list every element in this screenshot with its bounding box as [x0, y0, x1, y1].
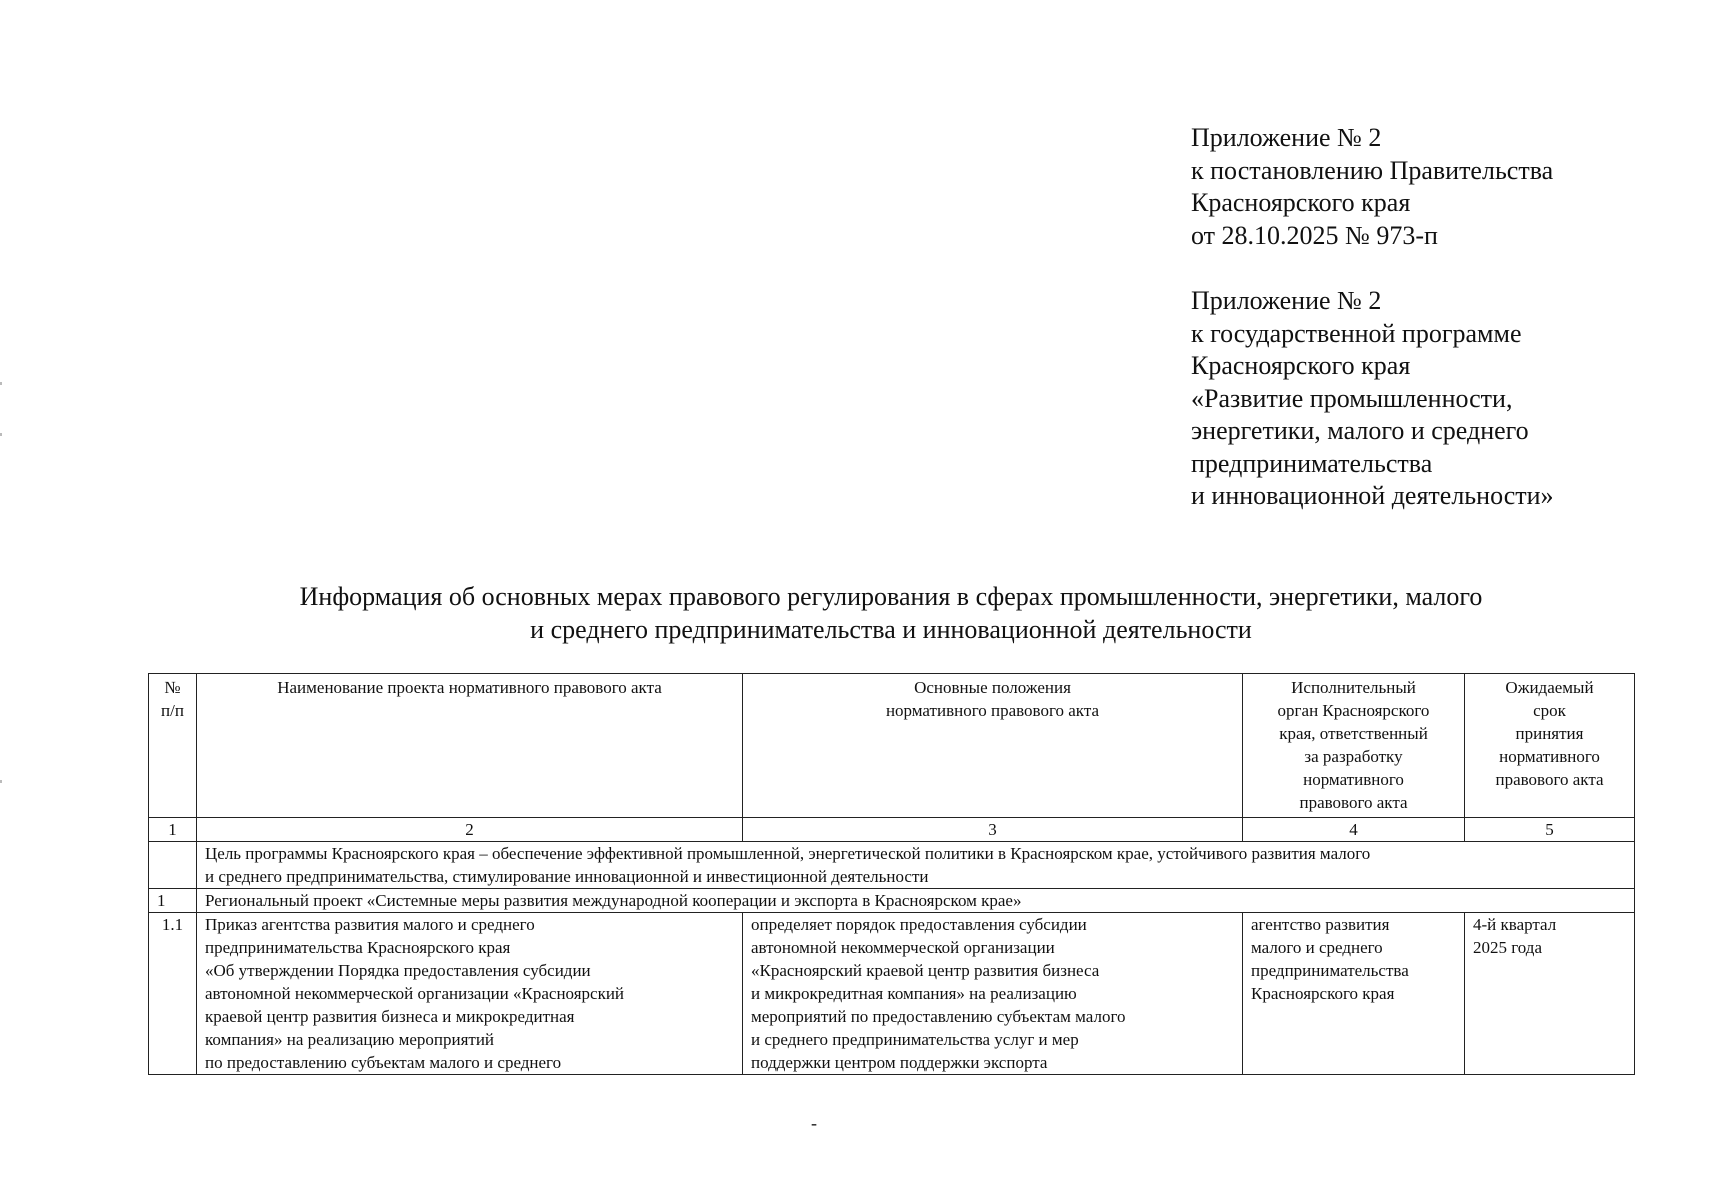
column-number: 2	[197, 818, 743, 842]
appendix-line: к постановлению Правительства	[1191, 155, 1554, 185]
project-num: 1	[149, 889, 197, 913]
appendix-line: Красноярского края	[1191, 351, 1411, 380]
appendix-line: Приложение № 2	[1191, 286, 1382, 315]
header-row	[149, 674, 1635, 818]
table-row	[149, 913, 1635, 1075]
appendix-line: Красноярского края	[1191, 188, 1411, 217]
column-number: 3	[743, 818, 1243, 842]
scan-edge-mark	[0, 780, 2, 783]
scan-edge-mark	[0, 382, 2, 385]
header-name: Наименование проекта нормативного правового акта	[197, 674, 743, 818]
appendix-line: к государственной программе	[1191, 318, 1522, 348]
column-number-row	[149, 818, 1635, 842]
act-provisions: определяет порядок предоставления субсидии автономной некоммерческой организации «Красноярский краевой центр развития бизнеса и микрокредитная компания» на реализацию мероприятий по предоставлению субъектам малого и среднего предпринимательства услуг и мер поддержки центром поддержки экспорта	[743, 913, 1243, 1075]
appendix-resolution-block	[1191, 122, 1691, 252]
document-title	[149, 580, 1633, 646]
appendix-line: и инновационной деятельности»	[1191, 481, 1554, 510]
legal-measures-table	[148, 673, 1635, 1075]
page-footer-mark: -	[811, 1113, 817, 1133]
responsible-executor: агентство развития малого и среднего предпринимательства Красноярского края	[1243, 913, 1465, 1075]
appendix-line: энергетики, малого и среднего	[1191, 416, 1529, 445]
title-line: и среднего предпринимательства и инновационной деятельности	[530, 615, 1252, 644]
column-number: 1	[149, 818, 197, 842]
program-goal-row	[149, 842, 1635, 889]
header-provisions: Основные положения нормативного правового акта	[743, 674, 1243, 818]
column-number: 5	[1465, 818, 1635, 842]
column-number: 4	[1243, 818, 1465, 842]
act-name: Приказ агентства развития малого и среднего предпринимательства Красноярского края «Об утверждении Порядка предоставления субсидии автономной некоммерческой организации «Красноярский краевой центр развития бизнеса и микрокредитная компания» на реализацию мероприятий по предоставлению субъектам малого и среднего	[197, 913, 743, 1075]
title-line: Информация об основных мерах правового регулирования в сферах промышленности, энергетики, малого	[299, 582, 1483, 611]
program-goal: Цель программы Красноярского края – обеспечение эффективной промышленной, энергетической политики в Красноярском крае, устойчивого развития малого и среднего предпринимательства, стимулирование инновационной и инвестиционной деятельности	[197, 842, 1635, 889]
regional-project: Региональный проект «Системные меры развития международной кооперации и экспорта в Красноярском крае»	[197, 889, 1635, 913]
appendix-line: Приложение № 2	[1191, 123, 1382, 152]
appendix-line: «Развитие промышленности,	[1191, 383, 1513, 413]
header-executor: Исполнительный орган Красноярского края, ответственный за разработку нормативного правового акта	[1243, 674, 1465, 818]
regional-project-row	[149, 889, 1635, 913]
expected-deadline: 4-й квартал 2025 года	[1465, 913, 1635, 1075]
scan-edge-mark	[0, 433, 2, 436]
appendix-line: предпринимательства	[1191, 448, 1433, 478]
goal-num-cell	[149, 842, 197, 889]
appendix-line: от 28.10.2025 № 973-п	[1191, 220, 1438, 250]
header-num: № п/п	[149, 674, 197, 818]
header-deadline: Ожидаемый срок принятия нормативного правового акта	[1465, 674, 1635, 818]
appendix-program-block	[1191, 285, 1691, 513]
row-num: 1.1	[149, 913, 197, 1075]
